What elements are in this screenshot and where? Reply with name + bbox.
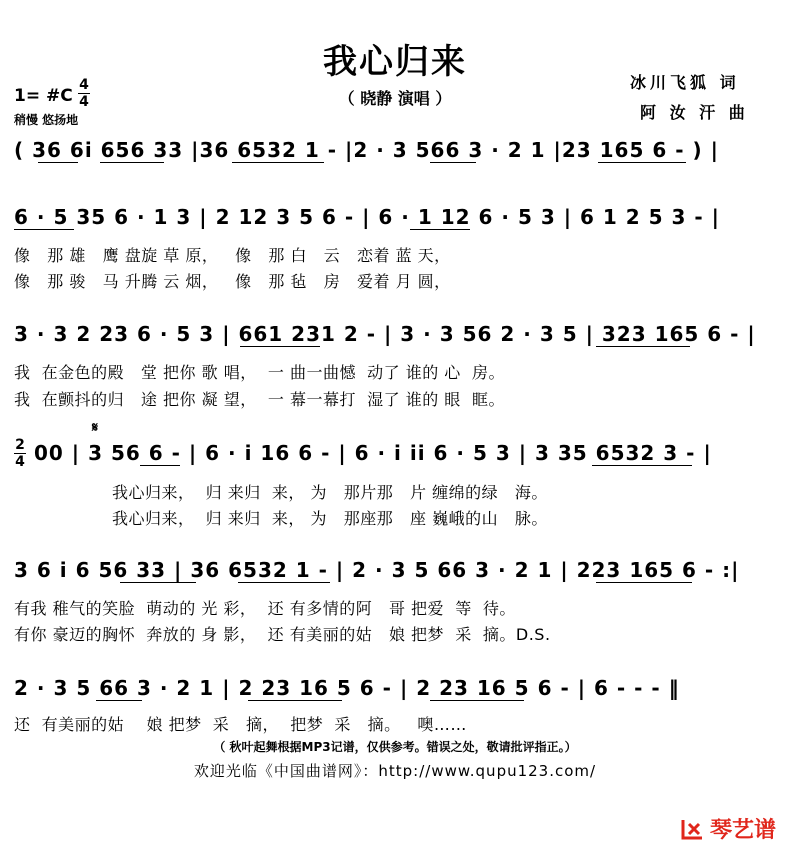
song-title: 我心归来 xyxy=(323,42,467,82)
lyric-line-3b: 我 在颤抖的归 途 把你 凝 望， 一 幕一幕打 湿了 谁的 眼 眶。 xyxy=(14,390,505,409)
score-line-5: 3 6 i 6 56 33 | 36 6532 1 - | 2 · 3 5 66 3 · 2 1 | 223 165 6 - :| xyxy=(14,558,740,582)
brand-logo xyxy=(665,788,776,844)
site-credit: 欢迎光临《中国曲谱网》：http://www.qupu123.com/ xyxy=(193,762,597,780)
score-line-6: 2 · 3 5 66 3 · 2 1 | 2 23 16 5 6 - | 2 23 16 5 6 - | 6 - - - ‖ xyxy=(14,676,680,700)
time-top: 4 xyxy=(79,77,89,93)
lyric-line-4b: 我心归来， 归 来归 来， 为 那座那 座 巍峨的山 脉。 xyxy=(112,509,548,528)
segno-sign: 𝄋 xyxy=(92,420,99,436)
lyric-line-3a: 我 在金色的殿 堂 把你 歌 唱， 一 曲一曲憾 动了 谁的 心 房。 xyxy=(14,363,505,382)
tempo-marking: 稍慢 悠扬地 xyxy=(14,113,79,127)
lyric-line-5a: 有我 稚气的笑脸 萌动的 光 彩， 还 有多情的阿 哥 把爱 等 待。 xyxy=(14,599,516,618)
score-line-4: 00 | 3 56 6 - | 6 · i 16 6 - | 6 · i ii 6 · 5 3 | 3 35 6532 3 - | xyxy=(34,441,712,465)
transcription-note: （ 秋叶起舞根据MP3记谱，仅供参考。错误之处，敬请批评指正。） xyxy=(213,740,577,754)
lyric-line-6: 还 有美丽的姑 娘 把梦 采 摘， 把梦 采 摘。 噢…… xyxy=(14,715,467,734)
lyric-line-2b: 像 那 骏 马 升腾 云 烟， 像 那 毡 房 爱着 月 圆， xyxy=(14,272,451,291)
score-line-2: 6 · 5 35 6 · 1 3 | 2 12 3 5 6 - | 6 · 1 12 6 · 5 3 | 6 1 2 5 3 - | xyxy=(14,205,720,229)
lyric-line-5b: 有你 豪迈的胸怀 奔放的 身 影， 还 有美丽的姑 娘 把梦 采 摘。D.S. xyxy=(14,625,551,644)
performer-line: （ 晓静 演唱 ） xyxy=(338,89,452,108)
score-line-3: 3 · 3 2 23 6 · 5 3 | 661 231 2 - | 3 · 3 56 2 · 3 5 | 323 165 6 - | xyxy=(14,322,756,346)
composer-credit: 阿 汝 汗 曲 xyxy=(640,103,749,122)
logo-text: 琴艺谱 xyxy=(709,818,776,843)
logo-icon xyxy=(680,818,706,840)
time-bottom: 4 xyxy=(79,94,89,110)
time-signature xyxy=(78,78,90,109)
lyric-line-4a: 我心归来， 归 来归 来， 为 那片那 片 缠绵的绿 海。 xyxy=(112,483,548,502)
lyricist-credit: 冰川飞狐 词 xyxy=(630,73,740,92)
score-line-1: ( 36 6i 656 33 |36 6532 1 - |2 · 3 566 3 · 2 1 |23 165 6 - ) | xyxy=(14,138,719,162)
time-signature-2-4: 2 4 xyxy=(15,437,25,470)
lyric-line-2a: 像 那 雄 鹰 盘旋 草 原， 像 那 白 云 恋着 蓝 天， xyxy=(14,246,451,265)
key-signature: 1= #C xyxy=(14,86,73,106)
